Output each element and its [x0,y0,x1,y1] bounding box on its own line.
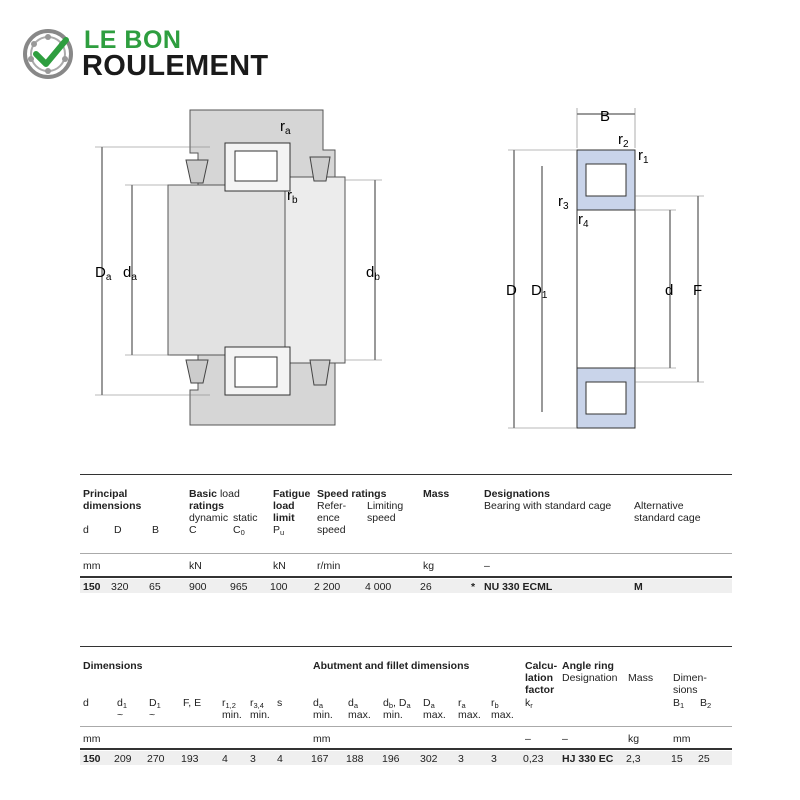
t1-val-alt: M [634,581,643,593]
t2-c-d: d [83,697,89,709]
t1-u-kg: kg [423,560,435,572]
t2-c-dbDa: $d_b$, $D_a$ [383,697,411,710]
t2-h-mass: Mass [628,672,654,684]
t1-h-mass: Mass [423,488,450,500]
t2-val-kr: 0,23 [523,753,544,765]
t1-val-ref-speed: 2 200 [314,581,341,593]
t1-val-C: 900 [189,581,207,593]
t2-c-FE: F, E [183,697,202,709]
label-db: $d_b$ [366,264,380,283]
t1-h-fatigue: Fatigue [273,488,311,500]
t1-val-mass: 26 [420,581,432,593]
t2-val-Da-max: 302 [420,753,438,765]
label-da: $d_a$ [123,264,137,283]
t1-c-Pu: $P_u$ [273,524,285,537]
t1-h-bearing-std: Bearing with standard cage [484,500,612,512]
t1-c-C0: $C_0$ [233,524,245,537]
t1-u-mm: mm [83,560,101,572]
t1-h-std-cage: standard cage [634,512,701,524]
t2-c-s: s [277,697,283,709]
label-rb: $r_b$ [287,187,298,206]
t1-h-designations: Designations [484,488,550,500]
t2-q-max3: max. [458,709,481,721]
mounting-drawing [90,105,410,440]
t2-val-B1: 15 [671,753,683,765]
t2-val-d1: 209 [114,753,132,765]
t2-q-min4: min. [383,709,403,721]
t1-val-C0: 965 [230,581,248,593]
t2-q-min: min. [222,709,242,721]
t1-val-d: 150 [83,581,101,593]
t2-val-r12: 4 [222,753,228,765]
t1-val-star: * [471,581,476,593]
t2-c-rb: $r_b$ [491,697,499,710]
logo-text-line2: ROULEMENT [82,50,269,82]
t2-u-mm: mm [83,733,101,745]
t2-q-max4: max. [491,709,514,721]
t2-h-abutment: Abutment and fillet dimensions [313,660,470,672]
t2-c-d1: $d_1$ [117,697,128,710]
bearing-section-drawing [500,100,720,440]
label-r3: $r_3$ [558,193,569,212]
t1-u-kN: kN [189,560,202,572]
t1-h-load: load [273,500,295,512]
t2-u-dash1: – [525,733,531,745]
t1-u-kN2: kN [273,560,286,572]
label-D1: $D_1$ [531,282,548,301]
t1-h-dynamic: dynamic [189,512,229,524]
t2-c-Da: $D_a$ [423,697,435,710]
t1-val-D: 320 [111,581,129,593]
t2-h-factor: factor [525,684,555,696]
t1-h-speed2: speed [317,524,346,536]
t1-h-ratings: ratings [189,500,225,512]
t1-u-dash: – [484,560,490,572]
t2-u-mm2: mm [313,733,331,745]
t2-val-da-min: 167 [311,753,329,765]
t2-q-max2: max. [423,709,446,721]
t2-q-tilde1: ~ [117,709,124,721]
t2-c-D1: $D_1$ [149,697,161,710]
t2-q-min3: min. [313,709,333,721]
t2-h-dimen: Dimen- [673,672,707,684]
t1-h-alternative: Alternative [634,500,684,512]
t1-val-B: 65 [149,581,161,593]
logo-text-line1: LE BON [84,26,182,54]
t2-c-r12: $r_{1,2}$ [222,697,236,710]
t2-val-da-max: 188 [346,753,364,765]
t2-val-FE: 193 [181,753,199,765]
label-r4: $r_4$ [578,211,589,230]
t1-h-static: static [233,512,258,524]
t2-h-dimensions: Dimensions [83,660,143,672]
t2-val-d: 150 [83,753,101,765]
t2-val-dbDa: 196 [382,753,400,765]
t2-u-mm3: mm [673,733,691,745]
t2-val-B2: 25 [698,753,710,765]
t2-q-tilde2: ~ [149,709,156,721]
t1-c-D: D [114,524,122,536]
t1-u-rmin: r/min [317,560,341,572]
t1-c-C: C [189,524,197,536]
t1-val-lim-speed: 4 000 [365,581,392,593]
label-D: D [506,282,517,299]
t1-val-Pu: 100 [270,581,288,593]
label-d: d [665,282,674,299]
t1-c-B: B [152,524,160,536]
t1-h-limit: limit [273,512,295,524]
t2-h-sions: sions [673,684,698,696]
t2-val-ra: 3 [458,753,464,765]
t1-h-principal: Principal [83,488,128,500]
t2-c-B2: $B_2$ [700,697,712,710]
t2-c-B1: $B_1$ [673,697,685,710]
t2-h-designation: Designation [562,672,618,684]
t2-q-min2: min. [250,709,270,721]
label-r1: $r_1$ [638,147,649,166]
t2-c-ra: $r_a$ [458,697,466,710]
t2-val-designation: HJ 330 EC [562,753,614,765]
t2-val-s: 4 [277,753,283,765]
t1-h-speed: Speed ratings [317,488,387,500]
t2-h-angle: Angle ring [562,660,614,672]
label-F: F [693,282,703,299]
t2-c-kr: $k_r$ [525,697,533,710]
t1-h-limiting: Limiting [367,500,404,512]
t2-val-mass: 2,3 [626,753,641,765]
t1-h-ence: ence [317,512,340,524]
t2-h-calcu: Calcu- [525,660,558,672]
t1-val-designation: NU 330 ECML [484,581,553,593]
logo-bearing-icon [22,28,78,84]
t1-c-d: d [83,524,89,536]
t2-c-da: $d_a$ [313,697,324,710]
t2-val-r34: 3 [250,753,256,765]
label-r2: $r_2$ [618,131,629,150]
t1-h-speed3: speed [367,512,396,524]
t2-u-kg: kg [628,733,640,745]
t2-val-D1: 270 [147,753,165,765]
t2-c-da2: $d_a$ [348,697,359,710]
label-B: B [600,108,611,125]
label-Da: $D_a$ [95,264,112,283]
t2-q-max: max. [348,709,371,721]
t2-val-rb: 3 [491,753,497,765]
t2-h-lation: lation [525,672,553,684]
t1-h-refer: Refer- [317,500,347,512]
label-ra: $r_a$ [280,118,291,137]
t1-h-basic: Basic load [189,488,240,500]
t2-c-r34: $r_{3,4}$ [250,697,264,710]
t1-h-dimensions: dimensions [83,500,142,512]
t2-u-dash2: – [562,733,568,745]
